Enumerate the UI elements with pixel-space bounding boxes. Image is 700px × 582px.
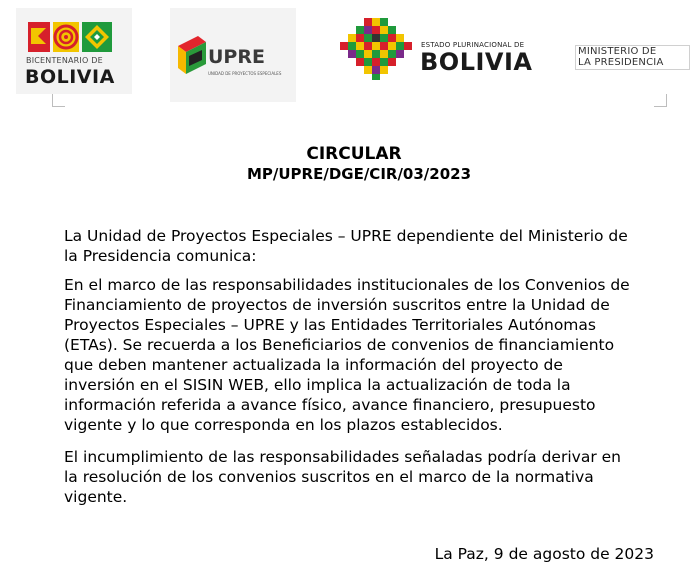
paragraph-warning: El incumplimiento de las responsabilidades señaladas podría derivar en la resolución de los convenios suscritos en el marco de la normativa vigente.	[64, 448, 621, 506]
ministerio-label	[575, 45, 690, 70]
upre-logo-subtext: UNIDAD DE PROYECTOS ESPECIALES	[208, 71, 282, 76]
ministerio-line-2: LA PRESIDENCIA	[578, 57, 664, 68]
document-code: MP/UPRE/DGE/CIR/03/2023	[246, 165, 472, 183]
bicentenario-small-text: BICENTENARIO DE	[26, 56, 103, 65]
margin-corner-right	[654, 94, 667, 107]
ministerio-line-1: MINISTERIO DE	[578, 46, 657, 57]
upre-emblem-icon	[176, 32, 208, 82]
bicentenario-emblem-icon	[26, 18, 122, 56]
date-line: La Paz, 9 de agosto de 2023	[434, 545, 654, 563]
paragraph-intro: La Unidad de Proyectos Especiales – UPRE dependiente del Ministerio de la Presidencia comunica:	[64, 227, 628, 265]
upre-logo	[170, 8, 296, 102]
document-title: CIRCULAR	[306, 144, 402, 164]
paragraph-body: En el marco de las responsabilidades institucionales de los Convenios de Financiamiento de proyectos de inversión suscritos entre la Unidad de Proyectos Especiales – UPRE y las Entidades Territoriales Autónomas (ETAs). Se recuerda a los Beneficiarios de convenios de financiamiento que deben mantener actualizada la información del proyecto de inversión en el SISIN WEB, ello implica la actualización de toda la información referida a avance físico, avance financiero, presupuesto vigente y lo que corresponda en los plazos establecidos.	[64, 276, 630, 434]
estado-plurinacional-emblem-icon	[338, 18, 416, 80]
upre-logo-text: UPRE	[208, 46, 265, 68]
estado-logo-big-text: BOLIVIA	[420, 48, 533, 76]
bicentenario-big-text: BOLIVIA	[25, 66, 115, 88]
bicentenario-logo	[16, 8, 132, 94]
estado-logo-small-text: ESTADO PLURINACIONAL DE	[421, 41, 525, 49]
margin-corner-left	[52, 94, 65, 107]
